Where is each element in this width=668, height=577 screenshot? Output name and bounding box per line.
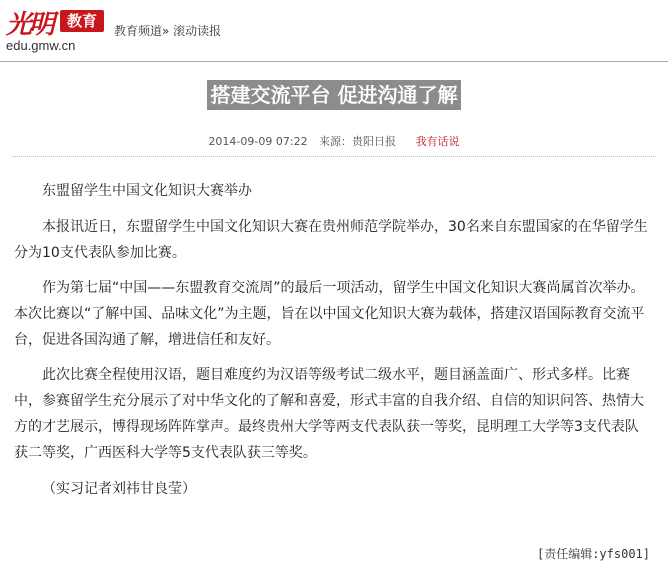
article-source: 来源：贵阳日报 [319, 135, 397, 148]
logo-badge[interactable]: 教育 [60, 10, 104, 32]
breadcrumb-channel-link[interactable]: 教育频道» [114, 24, 170, 38]
reporter-credit: （实习记者刘祎甘良莹） [42, 481, 196, 497]
article-paragraph-1: 本报讯近日，东盟留学生中国文化知识大赛在贵州师范学院举办，30名来自东盟国家的在华留学生分为10支代表队参加比赛。 [14, 219, 648, 261]
title-block [0, 80, 668, 110]
article-subheading: 东盟留学生中国文化知识大赛举办 [42, 183, 252, 199]
breadcrumb [114, 22, 221, 39]
article-meta [0, 133, 668, 149]
site-header [0, 0, 668, 62]
article-body [14, 178, 650, 511]
meta-divider [12, 156, 656, 157]
article-title: 搭建交流平台 促进沟通了解 [207, 80, 462, 110]
article-paragraph-2: 作为第七届“中国——东盟教育交流周”的最后一项活动，留学生中国文化知识大赛尚属首次举办。本次比赛以“了解中国、品味文化”为主题，旨在以中国文化知识大赛为载体，搭建汉语国际教育交流平台，促进各国沟通了解，增进信任和友好。 [14, 280, 645, 348]
publish-datetime: 2014-09-09 07:22 [208, 135, 308, 148]
article-paragraph-3: 此次比赛全程使用汉语，题目难度约为汉语等级考试二级水平，题目涵盖面广、形式多样。比赛中，参赛留学生充分展示了对中华文化的了解和喜爱，形式丰富的自我介绍、自信的知识问答、热情大方的才艺展示，博得现场阵阵掌声。最终贵州大学等两支代表队获一等奖，昆明理工大学等3支代表队获二等奖，广西医科大学等5支代表队获三等奖。 [14, 367, 644, 461]
breadcrumb-section-link[interactable]: 滚动读报 [173, 24, 222, 38]
responsible-editor: [责任编辑:yfs001] [536, 547, 650, 561]
site-domain: edu.gmw.cn [6, 38, 76, 53]
site-logo[interactable]: 光明 [6, 10, 53, 40]
comment-link[interactable]: 我有话说 [415, 135, 460, 148]
